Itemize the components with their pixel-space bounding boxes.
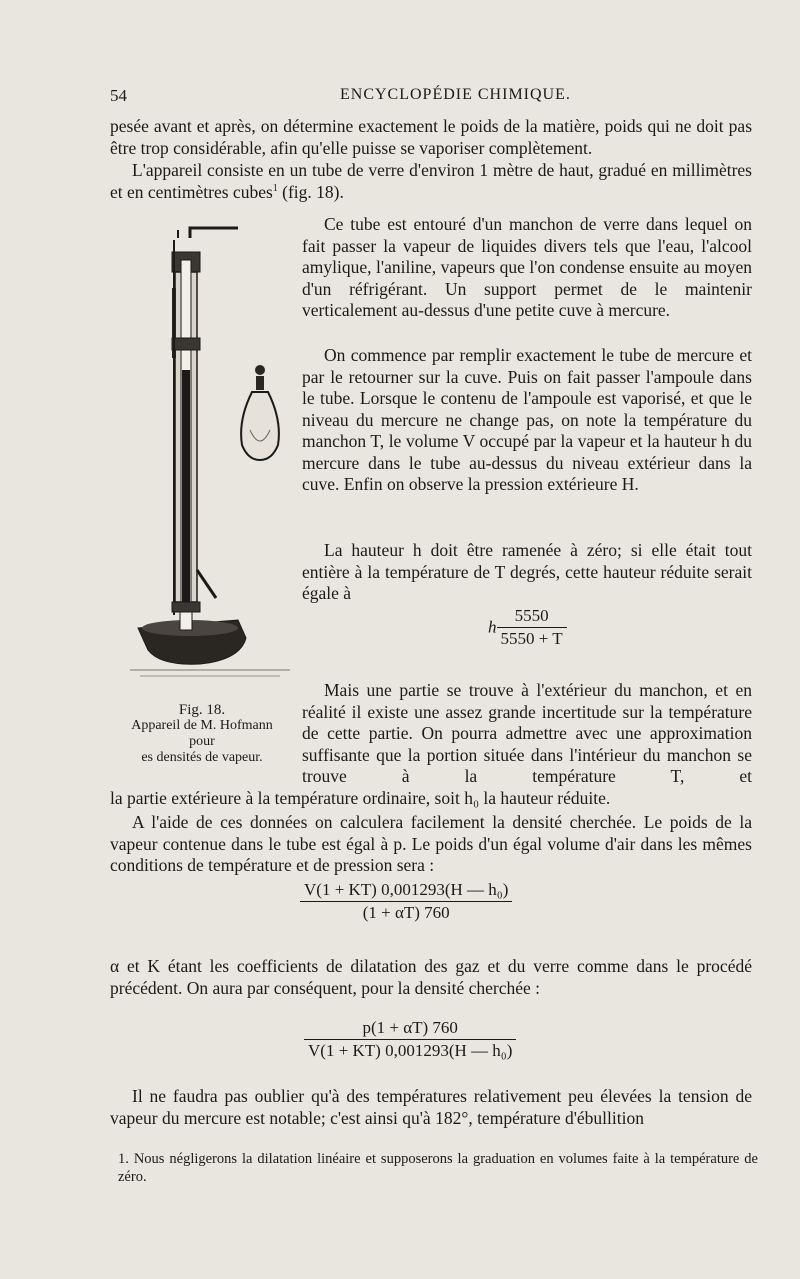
- figure-label: Fig. 18.: [178, 702, 226, 718]
- page-header: [110, 86, 750, 110]
- paragraph-3: Ce tube est entouré d'un manchon de verre dans lequel on fait passer la vapeur de liquides divers tels que l'eau, l'alcool amylique, l'aniline, vapeurs que l'on condense ensuite au moyen d'un réfrigérant. Un support permet de le maintenir verticalement au-dessus d'une petite cuve à mercure.: [302, 214, 752, 320]
- figure-caption: [112, 702, 292, 766]
- formula-2-numerator: V(1 + KT) 0,001293(H — h₀): [300, 880, 512, 902]
- paragraph-7: A l'aide de ces données on calculera facilement la densité cherchée. Le poids de la vapeur contenue dans le tube est égal à p. Le poids d'un égal volume d'air dans les mêmes conditions de température et de pression sera :: [110, 812, 752, 875]
- hofmann-apparatus-illustration: [120, 220, 300, 700]
- formula-1-numerator: 5550: [497, 606, 567, 628]
- formula-1-denominator: 5550 + T: [500, 629, 563, 648]
- paragraph-1: pesée avant et après, on détermine exactement le poids de la matière, poids qui ne doit pas être trop considérable, afin qu'elle puisse se vaporiser complètement.: [110, 116, 752, 158]
- paragraph-2: [110, 160, 752, 203]
- paragraph-9: Il ne faudra pas oublier qu'à des températures relativement peu élevées la tension de vapeur du mercure est notable; c'est ainsi qu'à 182°, température d'ébullition: [110, 1086, 752, 1128]
- formula-3-numerator: p(1 + αT) 760: [304, 1018, 516, 1040]
- formula-1-fraction: [497, 606, 567, 649]
- formula-reduced-height: [488, 606, 567, 649]
- figure-caption-line-1: Appareil de M. Hofmann: [131, 718, 273, 733]
- paragraph-2-end: (fig. 18).: [277, 181, 344, 202]
- paragraph-5: La hauteur h doit être ramenée à zéro; si elle était tout entière à la température de T degrés, cette hauteur réduite serait égale à: [302, 540, 752, 603]
- paragraph-6b: la partie extérieure à la température ordinaire, soit h₀ la hauteur réduite.: [110, 788, 611, 808]
- page-number: 54: [110, 86, 127, 105]
- formula-air-weight: [300, 880, 512, 923]
- formula-3-denominator: V(1 + KT) 0,001293(H — h₀): [308, 1041, 513, 1060]
- formula-1-prefix: h: [488, 617, 497, 637]
- running-title: ENCYCLOPÉDIE CHIMIQUE.: [340, 86, 571, 103]
- paragraph-6a: Mais une partie se trouve à l'extérieur du manchon, et en réalité il existe une assez grande incertitude sur la température de cette partie. On pourra admettre avec une approximation suffisante que la portion située dans l'intérieur du manchon se trouve à la température T, et: [302, 680, 752, 786]
- formula-density: [304, 1018, 516, 1061]
- formula-2-fraction: [300, 880, 512, 923]
- paragraph-4: On commence par remplir exactement le tube de mercure et par le retourner sur la cuve. Puis on fait passer l'ampoule dans le tube. Lorsque le contenu de l'ampoule est vaporisé, et que le niveau du mercure ne change pas, on note la température du manchon T, le volume V occupé par la vapeur et la hauteur h du mercure dans le tube au-dessus du niveau extérieur dans la cuve. Enfin on observe la pression extérieure H.: [302, 345, 752, 494]
- footnote-marker: 1: [272, 182, 278, 194]
- paragraph-2-text: L'appareil consiste en un tube de verre d'environ 1 mètre de haut, gradué en millimètres et en centimètres cubes: [110, 160, 752, 202]
- paragraph-8: α et K étant les coefficients de dilatation des gaz et du verre comme dans le procédé précédent. On aura par conséquent, pour la densité cherchée :: [110, 956, 752, 998]
- footnote: 1. Nous négligerons la dilatation linéaire et supposerons la graduation en volumes faite à la température de zéro.: [118, 1151, 758, 1185]
- figure-caption-line-2: pour: [189, 734, 215, 749]
- formula-3-fraction: [304, 1018, 516, 1061]
- figure-caption-line-3: es densités de vapeur.: [141, 750, 263, 765]
- formula-2-denominator: (1 + αT) 760: [362, 903, 450, 922]
